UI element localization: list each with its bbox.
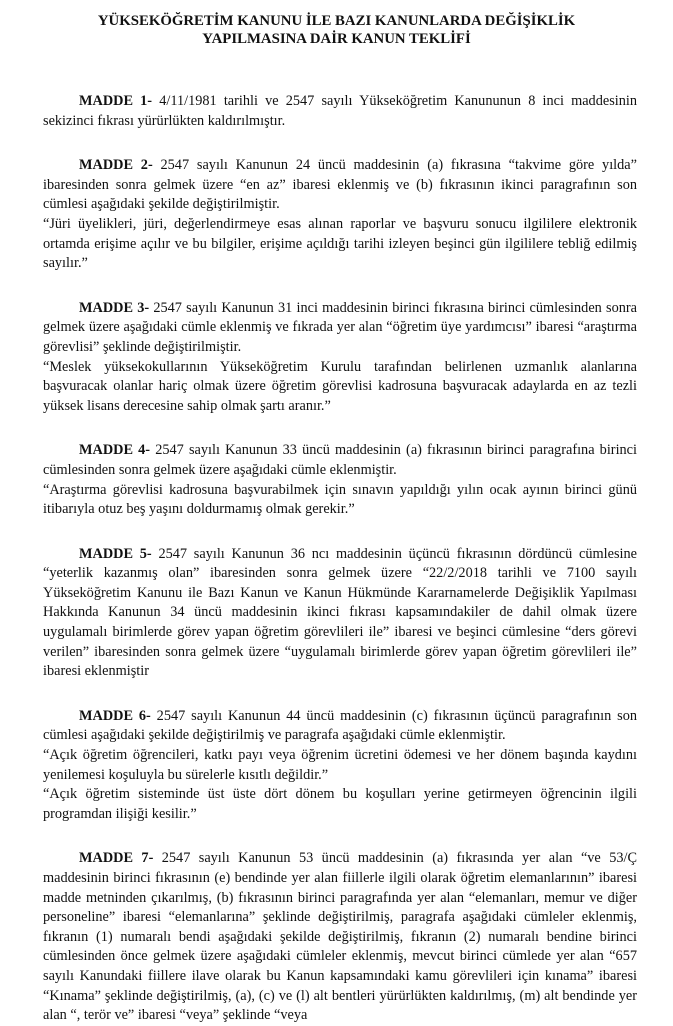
article-text: 2547 sayılı Kanunun 53 üncü maddesinin (a) fıkrasında yer alan “ve 53/Ç maddesinin birinci fıkrasının (e) bendinde yer alan fiillerle ilgili olarak öğretim elemanlarının” ibaresi madde metninden çıkarılmış, (b) fıkrasının birinci paragrafında yer alan “elemanları, memur ve diğer personeline” ibaresi “elemanlarına” şeklinde değiştirilmiş, paragrafa aşağıdaki cümleler eklenmiş, fıkranın (1) numaralı bendi aşağıdaki şekilde değiştirilmiş, fıkranın (2) numaralı bendine birinci cümlesinden önce gelmek üzere aşağıdaki cümleler eklenmiş, mevcut birinci cümlede yer alan “657 sayılı Kanundaki fiillere ilave olarak bu Kanun kapsamındaki kamu görevlileri için kınama” ibaresi “Kınama” şeklinde değiştirilmiş, (a), (c) ve (l) alt bentleri yürürlükten kaldırılmış, (m) alt bendinde yer alan “, terör ve” ibaresi “veya” şeklinde “veya [43,850,637,1024]
article-text: 4/11/1981 tarihli ve 2547 sayılı Yükseköğretim Kanununun 8 inci maddesinin sekizinci fıkrası yürürlükten kaldırılmıştır. [43,93,637,129]
article-label: MADDE 6- [79,707,151,724]
article-3 [43,299,637,417]
article-paragraph [43,441,637,480]
title-line-1: YÜKSEKÖĞRETİM KANUNU İLE BAZI KANUNLARDA DEĞİŞİKLİK [97,13,576,29]
article-text: 2547 sayılı Kanunun 24 üncü maddesinin (a) fıkrasına “takvime göre yılda” ibaresinden sonra gelmek üzere “en az” ibaresi eklenmiş ve (b) fıkrasının ikinci paragrafının son cümlesi aşağıdaki şekilde değiştirilmiştir. [43,157,637,213]
article-paragraph [43,849,637,1025]
article-paragraph [43,707,637,746]
article-paragraph [43,545,637,682]
article-7 [43,849,637,1025]
article-paragraph [43,299,637,358]
article-5 [43,545,637,682]
title-line-2: YAPILMASINA DAİR KANUN TEKLİFİ [202,31,471,47]
article-label: MADDE 1- [79,93,153,109]
article-text: 2547 sayılı Kanunun 36 ncı maddesinin üçüncü fıkrasının dördüncü cümlesine “yeterlik kazanmış olan” ibaresinden sonra gelmek üzere “22/2/2018 tarihli ve 7100 sayılı Yükseköğretim Kanunu ile Bazı Kanun ve Kanun Hükmünde Kararnamelerde Değişiklik Yapılması Hakkında Kanunun 34 üncü maddesinin ikinci fıkrası kapsamındakiler de dahil olmak üzere uygulamalı birimlerde görev yapan öğretim görevlileri ile” ibaresi ve beşinci cümlesine “ders görevi verilen” ibaresinden sonra gelmek üzere “uygulamalı birimlerde görev yapan öğretim görevlileri ile” ibaresi eklenmiştir [43,545,637,680]
quoted-text: “Meslek yüksekokullarının Yükseköğretim Kurulu tarafından belirlenen uzmanlık alanlarına başvuracak olanlar hariç olmak üzere öğretim görevlisi kadrosuna başvuracak adaylarda en az tezli yüksek lisans derecesine sahip olmak şartı aranır.” [43,358,637,414]
article-6 [43,707,637,825]
article-label: MADDE 4- [79,442,151,459]
article-label: MADDE 3- [79,299,150,316]
article-label: MADDE 7- [79,850,154,867]
article-label: MADDE 5- [79,545,152,562]
quoted-text: “Açık öğretim öğrencileri, katkı payı veya öğrenim ücretini ödemesi ve her dönem başında kaydını yenilemesi koşuluyla bu sürelerle kısıtlı değildir.” [43,747,637,783]
document-title [40,12,633,48]
quoted-text: “Araştırma görevlisi kadrosuna başvurabilmek için sınavın yapıldığı yılın ocak ayının birinci günü itibarıyla otuz beş yaşını doldurmamış olmak gerekir.” [43,481,637,518]
article-paragraph [43,92,637,131]
articles-container [43,92,637,1026]
article-1 [43,92,637,131]
article-4 [43,441,637,519]
article-2 [43,156,637,274]
article-paragraph [43,156,637,215]
article-text: 2547 sayılı Kanunun 33 üncü maddesinin (a) fıkrasının birinci paragrafına birinci cümlesinden sonra gelmek üzere aşağıdaki cümle eklenmiştir. [43,442,638,478]
quoted-text: “Açık öğretim sisteminde üst üste dört dönem bu koşulları yerine getirmeyen öğrencinin ilgili programdan ilişiği kesilir.” [43,786,637,822]
article-text: 2547 sayılı Kanunun 31 inci maddesinin birinci fıkrasına birinci cümlesinden sonra gelmek üzere aşağıdaki cümle eklenmiş ve fıkrada yer alan “öğretim üye yardımcısı” ibaresi “araştırma görevlisi” şeklinde değiştirilmiştir. [43,299,637,355]
quoted-text: “Jüri üyelikleri, jüri, değerlendirmeye esas alınan raporlar ve başvuru sonucu ilgililere elektronik ortamda erişime açılır ve bu bilgiler, erişime açıldığı tarihi izleyen beşinci gün ilgililere tebliğ edilmiş sayılır.” [43,215,637,272]
article-text: 2547 sayılı Kanunun 44 üncü maddesinin (c) fıkrasının üçüncü paragrafının son cümlesi aşağıdaki şekilde değiştirilmiş ve paragrafa aşağıdaki cümle eklenmiştir. [43,707,638,744]
article-label: MADDE 2- [79,157,153,174]
